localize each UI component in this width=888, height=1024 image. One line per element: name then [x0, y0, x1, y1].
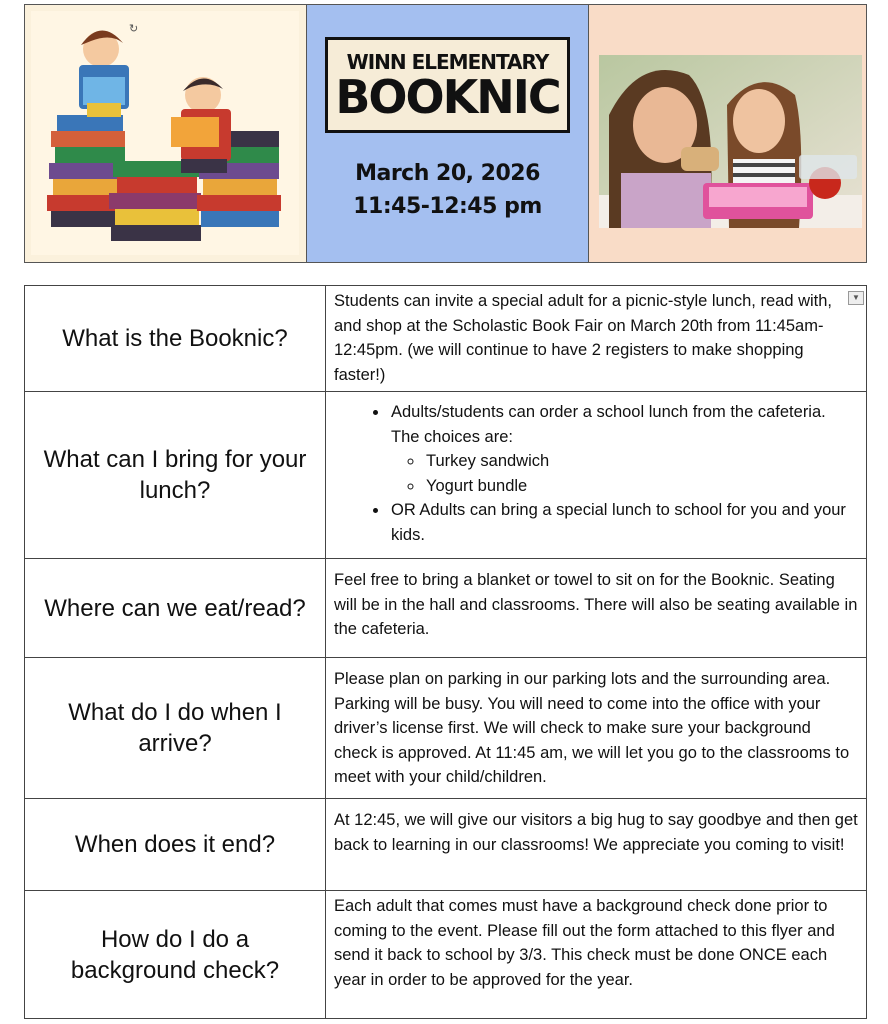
girls-eating-lunch-photo — [599, 55, 862, 228]
table-row — [25, 392, 867, 559]
answer-cell: At 12:45, we will give our visitors a big hug to say goodbye and then get back to learning in our classrooms! We appreciate you coming to visit! — [326, 799, 867, 891]
answer-cell — [326, 392, 867, 559]
title-box — [325, 37, 570, 133]
kids-reading-books-illustration — [31, 11, 299, 255]
header-illustration-cell — [25, 5, 307, 262]
question-cell: What can I bring for your lunch? — [25, 392, 326, 559]
event-date: March 20, 2026 — [355, 161, 540, 186]
school-name: WINN ELEMENTARY — [346, 50, 549, 74]
list-item: • OR Adults can bring a special lunch to school for you and your kids. — [389, 498, 858, 547]
table-row — [25, 658, 867, 799]
list-item: ◦ Turkey sandwich — [424, 449, 858, 474]
question-cell: Where can we eat/read? — [25, 559, 326, 658]
lunch-options-list — [334, 400, 858, 547]
question-cell: When does it end? — [25, 799, 326, 891]
list-item: ◦ Yogurt bundle — [424, 474, 858, 499]
answer-cell: Feel free to bring a blanket or towel to sit on for the Booknic. Seating will be in the hall and classrooms. There will also be seating available in the cafeteria. — [326, 559, 867, 658]
table-row — [25, 559, 867, 658]
table-row — [25, 891, 867, 1019]
flyer-header — [24, 4, 867, 263]
question-cell: How do I do a background check? — [25, 891, 326, 1019]
event-name: BOOKNIC — [335, 70, 560, 124]
answer-cell: Please plan on parking in our parking lots and the surrounding area. Parking will be busy. You will need to come into the office with your driver’s license first. We will check to make sure your background check is approved. At 11:45 am, we will let you go to the classrooms to meet with your child/children. — [326, 658, 867, 799]
answer-cell — [326, 286, 867, 392]
list-item-text: Adults/students can order a school lunch from the cafeteria. The choices are: — [391, 403, 826, 446]
lunch-choices-sublist — [391, 449, 858, 498]
dropdown-arrow-icon[interactable]: ▼ — [848, 291, 864, 305]
header-photo-cell — [589, 5, 866, 262]
answer-cell: Each adult that comes must have a background check done prior to coming to the event. Please fill out the form attached to this flyer and send it back to school by 3/3. This check must be done ONCE each year in order to be approved for the year. — [326, 891, 867, 1019]
list-item — [389, 400, 858, 498]
event-time: 11:45-12:45 pm — [353, 194, 542, 219]
header-title-cell — [307, 5, 589, 262]
question-cell: What do I do when I arrive? — [25, 658, 326, 799]
table-row — [25, 799, 867, 891]
answer-text: Students can invite a special adult for a picnic-style lunch, read with, and shop at the Scholastic Book Fair on March 20th from 11:45am-12:45pm. (we will continue to have 2 registers to make shopping faster!) — [334, 292, 833, 384]
question-cell: What is the Booknic? — [25, 286, 326, 392]
table-row — [25, 286, 867, 392]
refresh-icon: ↻ — [129, 23, 139, 35]
faq-table — [24, 285, 867, 1019]
